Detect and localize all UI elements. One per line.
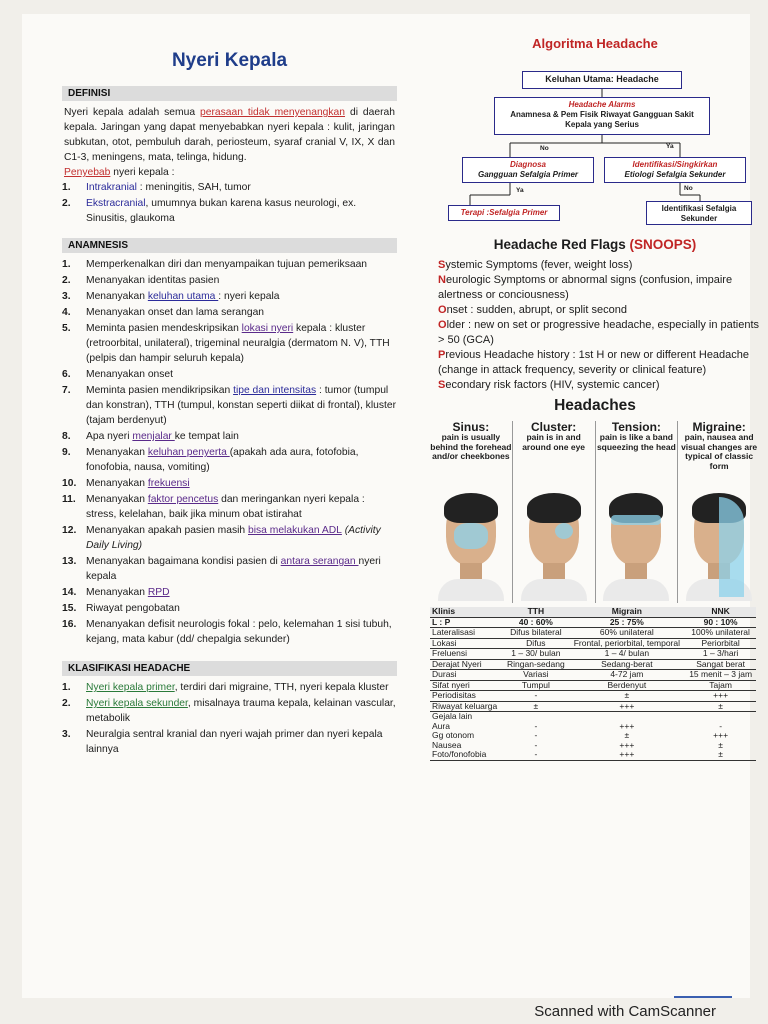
section-heading-klasifikasi: KLASIFIKASI HEADACHE	[62, 661, 397, 676]
tension-face-illustration	[603, 493, 669, 603]
list-item: 7. Meminta pasien mendikripsikan tipe dan intensitas : tumor (tumpul dan konstran), TTH (tumpul, konstan seperti diikat di frontal), kluster (tajam berdenyut)	[62, 385, 396, 426]
identifikasi-box: Identifikasi/Singkirkan Etiologi Sefalgia Sekunder	[604, 157, 746, 183]
sinus-face-illustration	[438, 493, 504, 603]
list-item: 14. Menanyakan RPD	[62, 587, 170, 598]
list-item: 16. Menanyakan defisit neurologis fokal : pelo, kelemahan 1 sisi tubuh, kejang, mata kabur (dd/ chepalgia sekunder)	[62, 619, 392, 645]
table-row: Durasi Variasi 4-72 jam 15 menit – 3 jam	[430, 670, 756, 681]
identifikasi-sekunder-box: Identifikasi Sefalgia Sekunder	[646, 201, 752, 225]
headache-type-tension: Tension: pain is like a band squeezing the head	[595, 421, 678, 603]
table-header-row: Klinis TTH Migrain NNK	[430, 607, 756, 617]
redflag-item: Secondary risk factors (HIV, systemic cancer)	[438, 379, 660, 391]
table-row: Nausea - +++ ±	[432, 739, 723, 750]
list-item: 15. Riwayat pengobatan	[62, 603, 180, 614]
list-item: 13. Menanyakan bagaimana kondisi pasien di antara serangan nyeri kepala	[62, 556, 381, 582]
list-item: 4. Menanyakan onset dan lama serangan	[62, 307, 265, 318]
section-heading-anamnesis: ANAMNESIS	[62, 238, 397, 253]
list-item: 3. Neuralgia sentral kranial dan nyeri wajah primer dan nyeri kepala lainnya	[62, 729, 383, 755]
table-row: Gejala lain	[432, 711, 473, 721]
list-item: 1. Nyeri kepala primer, terdiri dari migraine, TTH, nyeri kepala kluster	[62, 682, 389, 693]
penyebab-line: Penyebab nyeri kepala :	[64, 167, 175, 178]
yes-label: Ya	[516, 187, 524, 194]
list-item: 2. Ekstracranial, umumnya bukan karena kasus neurologi, ex. Sinusitis, glaukoma	[62, 198, 357, 224]
page-title: Nyeri Kepala	[171, 50, 288, 71]
table-row: Lokasi Difus Frontal, periorbital, temporal Periorbital	[430, 638, 756, 649]
keluhan-utama-box: Keluhan Utama: Headache	[522, 71, 682, 89]
list-item: 2. Nyeri kepala sekunder, misalnaya trauma kepala, kelainan vascular, metabolik	[62, 698, 396, 724]
list-item: 11. Menanyakan faktor pencetus dan meringankan nyeri kepala : stress, kelelahan, baik jika minum obat istirahat	[62, 494, 365, 520]
no-label: No	[540, 145, 549, 152]
diagnosa-box: Diagnosa Gangguan Sefalgia Primer	[462, 157, 594, 183]
list-item: 1. Memperkenalkan diri dan menyampaikan tujuan pemeriksaan	[62, 259, 368, 270]
table-row: Derajat Nyeri Ringan-sedang Sedang-berat Sangat berat	[430, 659, 756, 670]
redflag-item: Older : new on set or progressive headache, especially in patients > 50 (GCA)	[438, 319, 760, 346]
table-row: Foto/fonofobia - +++ ±	[430, 750, 756, 760]
section-heading-definisi: DEFINISI	[62, 86, 397, 101]
list-item: 1. Intrakranial : meningitis, SAH, tumor	[62, 182, 251, 193]
headache-type-sinus: Sinus: pain is usually behind the forehead and/or cheekbones	[430, 421, 512, 603]
redflag-item: Systemic Symptoms (fever, weight loss)	[438, 259, 633, 271]
table-row: Freluensi 1 – 30/ bulan 1 – 4/ bulan 1 – 3/hari	[430, 649, 756, 660]
cluster-face-illustration	[521, 493, 587, 603]
yes-label: Ya	[666, 143, 674, 150]
list-item: 9. Menanyakan keluhan penyerta (apakah ada aura, fotofobia, fonofobia, nausa, vomiting)	[62, 447, 359, 473]
list-item: 3. Menanyakan keluhan utama : nyeri kepala	[62, 291, 280, 302]
redflags-title: Headache Red Flags (SNOOPS)	[493, 237, 697, 252]
list-item: 12. Menanyakan apakah pasien masih bisa melakukan ADL (Activity Daily Living)	[62, 525, 381, 551]
redflags-list	[430, 258, 760, 393]
list-item: 5. Meminta pasien mendeskripsikan lokasi nyeri kepala : kluster (retroorbital, unilateral), trigeminal neuralgia (dermatom N. V), TTH (pelpis dan hampir seluruh kepala)	[62, 323, 390, 364]
list-item: 6. Menanyakan onset	[62, 369, 174, 380]
klasifikasi-list	[62, 680, 397, 757]
list-item: 8. Apa nyeri menjalar ke tempat lain	[62, 431, 239, 442]
table-row: L : P 40 : 60% 25 : 75% 90 : 10%	[430, 617, 756, 628]
headaches-title: Headaches	[554, 397, 636, 414]
definisi-paragraph: Nyeri kepala adalah semua perasaan tidak menyenangkan di daerah kepala. Jaringan yang dapat menyebabkan nyeri kepala : kulit, jaringan subkutan, otot, pembuluh darah, periosteum, syaraf cranial V, IX, X dan C1-3, meningens, mata, telinga, hidung.	[64, 107, 395, 163]
migraine-face-illustration	[686, 493, 752, 603]
headache-alarms-box: Headache Alarms Anamnesa & Pem Fisik Riwayat Gangguan Sakit Kepala yang Serius	[494, 97, 710, 135]
no-label: No	[684, 185, 693, 192]
left-column	[62, 42, 397, 758]
penyebab-list	[62, 180, 397, 226]
algoritma-title: Algoritma Headache	[532, 36, 658, 51]
table-row: Lateralisasi Difus bilateral 60% unilateral 100% unilateral	[430, 628, 756, 639]
anamnesis-list	[62, 257, 397, 647]
list-item: 2. Menanyakan identitas pasien	[62, 275, 220, 286]
list-item: 10. Menanyakan frekuensi	[62, 478, 190, 489]
redflag-item: Neurologic Symptoms or abnormal signs (confusion, impaire alertness or conciousness)	[438, 274, 733, 301]
scanned-page	[22, 14, 760, 998]
table-row: Sifat nyeri Tumpul Berdenyut Tajam	[430, 680, 756, 691]
scanner-watermark: Scanned with CamScanner	[534, 1003, 716, 1020]
table-row: Gg otonom - ± +++	[432, 730, 729, 740]
comparison-table	[430, 607, 756, 761]
table-row: Riwayat keluarga ± +++ ±	[430, 701, 756, 712]
algoritma-flowchart	[430, 55, 760, 227]
redflag-item: Previous Headache history : 1st H or new or different Headache (change in attack frequency, severity or clinical feature)	[438, 349, 750, 376]
headache-type-cluster: Cluster: pain is in and around one eye	[512, 421, 595, 603]
table-row: Periodisitas - ± +++	[430, 691, 756, 702]
headache-type-migraine: Migraine: pain, nausea and visual changes are typical of classic form	[677, 421, 760, 603]
headache-types	[430, 421, 760, 603]
footer-divider	[674, 996, 732, 998]
table-row: Aura - +++ -	[432, 720, 723, 731]
right-column	[430, 36, 760, 761]
terapi-box: Terapi :Sefalgia Primer	[448, 205, 560, 221]
redflag-item: Onset : sudden, abrupt, or split second	[438, 304, 627, 316]
